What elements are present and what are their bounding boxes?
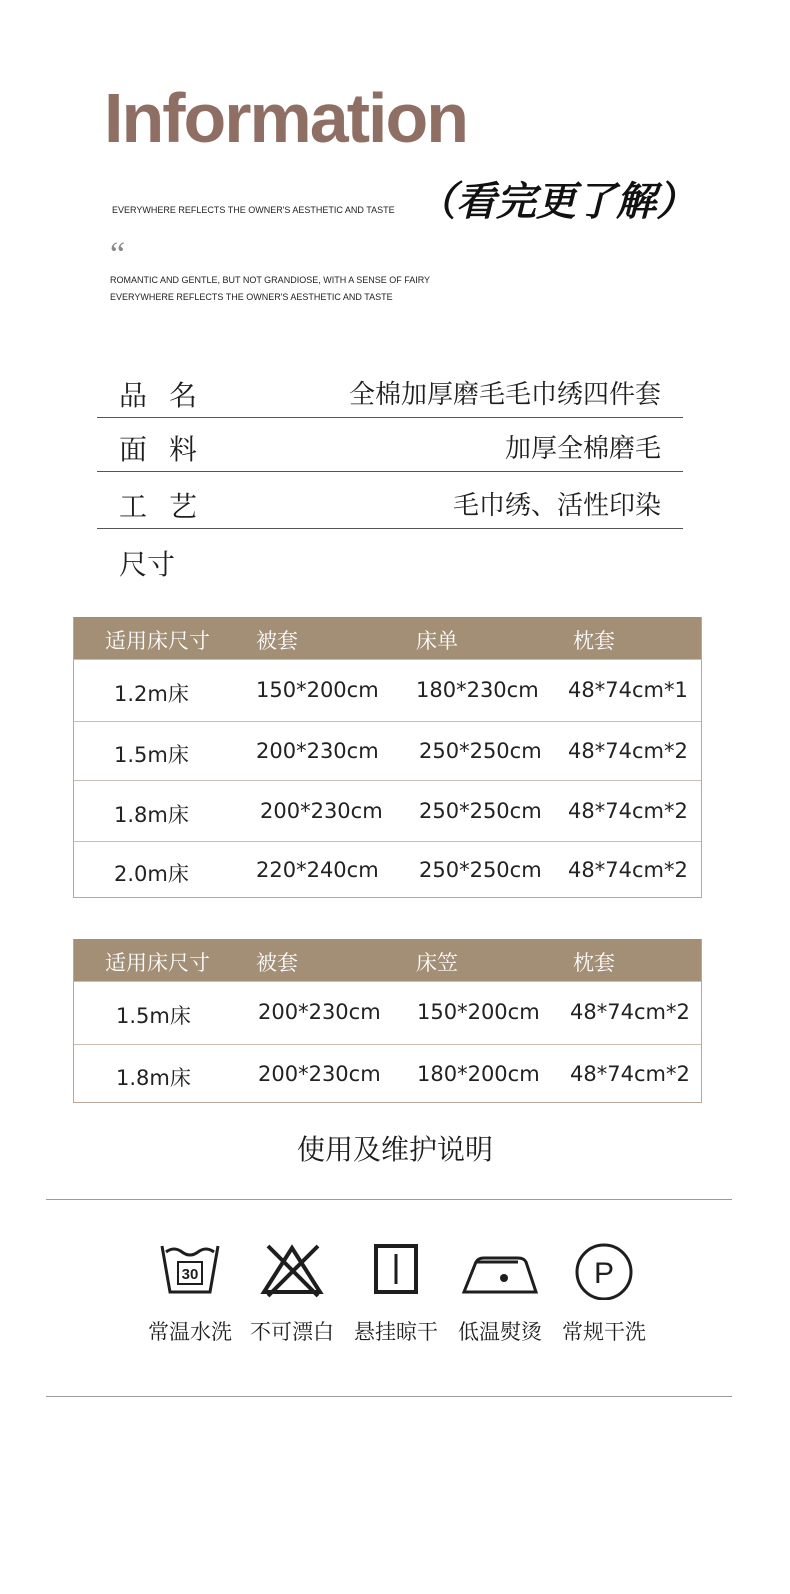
divider: [97, 471, 683, 472]
table-row: [74, 981, 701, 1044]
table-cell: 200*230cm: [258, 1000, 381, 1024]
header-cell: 床单: [416, 629, 458, 653]
info-value: 毛巾绣、活性印染: [452, 491, 661, 521]
care-label: 低温熨烫: [458, 1320, 542, 1344]
info-label: 工艺: [119, 490, 220, 523]
quote-line-2: EVERYWHERE REFLECTS THE OWNER'S AESTHETIC AND TASTE: [110, 292, 393, 302]
header-cell: 被套: [256, 629, 298, 653]
dry-clean-p-icon: [572, 1240, 636, 1300]
care-item-hang-dry: [346, 1240, 446, 1346]
table-cell: 48*74cm*2: [570, 1000, 690, 1024]
care-item-wash: [140, 1240, 240, 1346]
info-label: 面料: [119, 433, 220, 466]
divider: [46, 1199, 732, 1200]
wash-30-icon: [158, 1240, 222, 1300]
care-label: 悬挂晾干: [354, 1320, 438, 1344]
header-cell: 适用床尺寸: [105, 951, 210, 975]
divider: [46, 1396, 732, 1397]
table-cell: 200*230cm: [260, 799, 383, 823]
care-label: 常温水洗: [148, 1320, 232, 1344]
care-item-iron: [450, 1240, 550, 1346]
quote-line-1: ROMANTIC AND GENTLE, BUT NOT GRANDIOSE, WITH A SENSE OF FAIRY: [110, 275, 431, 285]
header-cell: 枕套: [573, 629, 615, 653]
page-subtitle: （看完更了解）: [416, 179, 696, 225]
table-cell: 150*200cm: [417, 1000, 540, 1024]
table-cell: 250*250cm: [419, 739, 542, 763]
wash-temp-text: 30: [181, 1266, 199, 1283]
info-label: 品名: [119, 379, 220, 412]
info-value: 全棉加厚磨毛毛巾绣四件套: [348, 380, 661, 410]
table-row: [74, 721, 701, 780]
header-cell: 被套: [256, 951, 298, 975]
table-cell: 250*250cm: [419, 799, 542, 823]
table-cell: 180*200cm: [417, 1062, 540, 1086]
size-table-1: [73, 617, 702, 898]
table-cell: 2.0m床: [114, 862, 189, 886]
table-cell: 48*74cm*2: [568, 739, 688, 763]
hang-dry-icon: [364, 1240, 428, 1300]
info-row-craft: [97, 475, 683, 529]
no-bleach-icon: [260, 1240, 324, 1300]
care-item-dry-clean: [554, 1240, 654, 1346]
table-cell: 48*74cm*2: [570, 1062, 690, 1086]
table-row: [74, 1044, 701, 1103]
table-cell: 250*250cm: [419, 858, 542, 882]
page-title: Information: [104, 79, 467, 157]
size-label: 尺寸: [119, 548, 176, 581]
table-row: [74, 841, 701, 899]
table-row: [74, 659, 701, 721]
table-cell: 200*230cm: [258, 1062, 381, 1086]
info-row-fabric: [97, 418, 683, 472]
info-row-name: [97, 364, 683, 418]
low-iron-icon: [458, 1240, 542, 1300]
table-cell: 48*74cm*2: [568, 799, 688, 823]
header-cell: 适用床尺寸: [105, 629, 210, 653]
table-cell: 150*200cm: [256, 678, 379, 702]
table-cell: 1.2m床: [114, 682, 189, 706]
header-cell: 枕套: [573, 951, 615, 975]
dry-clean-text: P: [593, 1257, 615, 1290]
header-cell: 床笠: [416, 951, 458, 975]
care-label: 不可漂白: [250, 1320, 334, 1344]
quote-icon: “: [110, 236, 126, 273]
table-cell: 180*230cm: [416, 678, 539, 702]
care-label: 常规干洗: [562, 1320, 646, 1344]
table-cell: 1.5m床: [116, 1004, 191, 1028]
care-title: 使用及维护说明: [296, 1133, 493, 1166]
table-cell: 220*240cm: [256, 858, 379, 882]
table-header: [74, 617, 701, 659]
table-cell: 48*74cm*2: [568, 858, 688, 882]
table-cell: 48*74cm*1: [568, 678, 688, 702]
table-cell: 1.8m床: [116, 1066, 191, 1090]
table-header: [74, 939, 701, 981]
size-table-2: [73, 939, 702, 1103]
tagline: EVERYWHERE REFLECTS THE OWNER'S AESTHETIC AND TASTE: [112, 205, 395, 215]
info-value: 加厚全棉磨毛: [504, 434, 661, 464]
care-item-bleach: [242, 1240, 342, 1346]
divider: [97, 528, 683, 529]
table-cell: 1.8m床: [114, 803, 189, 827]
table-cell: 200*230cm: [256, 739, 379, 763]
table-cell: 1.5m床: [114, 743, 189, 767]
table-row: [74, 780, 701, 841]
